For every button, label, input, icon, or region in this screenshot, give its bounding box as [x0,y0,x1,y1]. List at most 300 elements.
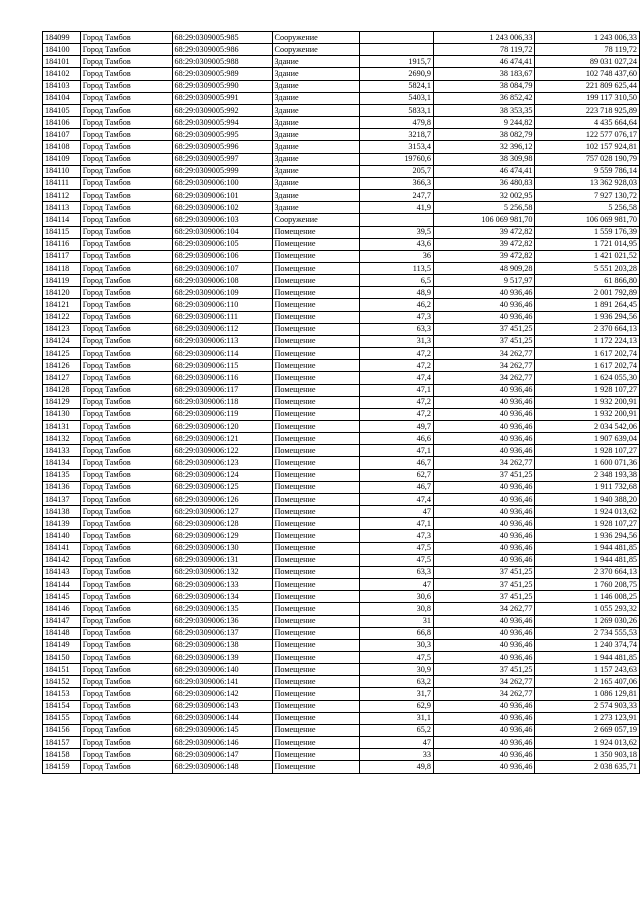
specific-value-cell: 40 936,46 [433,651,535,663]
cadastral-value-cell: 1 907 639,04 [535,433,640,445]
table-row [43,724,640,736]
municipality-cell: Город Тамбов [80,214,172,226]
specific-value-cell: 40 936,46 [433,615,535,627]
municipality-cell: Город Тамбов [80,651,172,663]
specific-value-cell: 40 936,46 [433,396,535,408]
object-type-cell: Помещение [272,737,360,749]
specific-value-cell: 34 262,77 [433,348,535,360]
row-number-cell: 184141 [43,542,81,554]
table-row [43,287,640,299]
table-row [43,506,640,518]
cadastral-number-cell: 68:29:0309006:143 [172,700,272,712]
object-type-cell: Здание [272,129,360,141]
table-row [43,153,640,165]
cadastral-value-cell: 1 944 481,85 [535,542,640,554]
municipality-cell: Город Тамбов [80,226,172,238]
municipality-cell: Город Тамбов [80,202,172,214]
cadastral-number-cell: 68:29:0309006:118 [172,396,272,408]
cadastral-number-cell: 68:29:0309006:138 [172,639,272,651]
cadastral-value-cell: 1 940 388,20 [535,493,640,505]
municipality-cell: Город Тамбов [80,408,172,420]
object-type-cell: Помещение [272,433,360,445]
specific-value-cell: 38 084,79 [433,80,535,92]
object-type-cell: Здание [272,141,360,153]
area-cell: 43,6 [360,238,434,250]
object-type-cell: Помещение [272,712,360,724]
municipality-cell: Город Тамбов [80,190,172,202]
municipality-cell: Город Тамбов [80,275,172,287]
area-cell: 66,8 [360,627,434,639]
object-type-cell: Сооружение [272,214,360,226]
object-type-cell: Помещение [272,627,360,639]
specific-value-cell: 39 472,82 [433,250,535,262]
cadastral-number-cell: 68:29:0309005:985 [172,32,272,44]
cadastral-value-cell: 1 172 224,13 [535,335,640,347]
table-row [43,445,640,457]
cadastral-number-cell: 68:29:0309006:103 [172,214,272,226]
municipality-cell: Город Тамбов [80,481,172,493]
table-row [43,104,640,116]
row-number-cell: 184152 [43,676,81,688]
specific-value-cell: 40 936,46 [433,554,535,566]
cadastral-value-cell: 1 932 200,91 [535,408,640,420]
area-cell: 366,3 [360,177,434,189]
row-number-cell: 184129 [43,396,81,408]
cadastral-value-cell: 78 119,72 [535,44,640,56]
object-type-cell: Помещение [272,506,360,518]
specific-value-cell: 5 256,58 [433,202,535,214]
area-cell [360,44,434,56]
row-number-cell: 184143 [43,566,81,578]
cadastral-number-cell: 68:29:0309006:128 [172,518,272,530]
municipality-cell: Город Тамбов [80,530,172,542]
row-number-cell: 184106 [43,117,81,129]
cadastral-number-cell: 68:29:0309006:127 [172,506,272,518]
cadastral-value-cell: 1 891 264,45 [535,299,640,311]
area-cell: 47 [360,506,434,518]
object-type-cell: Помещение [272,408,360,420]
cadastral-number-cell: 68:29:0309006:137 [172,627,272,639]
cadastral-number-cell: 68:29:0309006:126 [172,493,272,505]
municipality-cell: Город Тамбов [80,323,172,335]
row-number-cell: 184107 [43,129,81,141]
row-number-cell: 184153 [43,688,81,700]
area-cell: 49,8 [360,761,434,773]
object-type-cell: Помещение [272,761,360,773]
municipality-cell: Город Тамбов [80,506,172,518]
cadastral-value-cell: 1 936 294,56 [535,311,640,323]
area-cell: 47,1 [360,384,434,396]
specific-value-cell: 32 396,12 [433,141,535,153]
table-row [43,566,640,578]
cadastral-value-cell: 1 928 107,27 [535,518,640,530]
specific-value-cell: 34 262,77 [433,360,535,372]
area-cell: 47,2 [360,396,434,408]
area-cell: 30,9 [360,664,434,676]
table-row [43,712,640,724]
table-row [43,664,640,676]
object-type-cell: Помещение [272,579,360,591]
cadastral-number-cell: 68:29:0309005:994 [172,117,272,129]
object-type-cell: Помещение [272,664,360,676]
specific-value-cell: 40 936,46 [433,421,535,433]
area-cell: 65,2 [360,724,434,736]
municipality-cell: Город Тамбов [80,603,172,615]
table-body [43,32,640,774]
object-type-cell: Помещение [272,299,360,311]
area-cell: 205,7 [360,165,434,177]
cadastral-number-cell: 68:29:0309006:106 [172,250,272,262]
object-type-cell: Помещение [272,676,360,688]
area-cell: 247,7 [360,190,434,202]
row-number-cell: 184101 [43,56,81,68]
cadastral-number-cell: 68:29:0309005:991 [172,92,272,104]
municipality-cell: Город Тамбов [80,141,172,153]
area-cell: 63,3 [360,323,434,335]
cadastral-number-cell: 68:29:0309006:120 [172,421,272,433]
cadastral-number-cell: 68:29:0309006:144 [172,712,272,724]
table-row [43,44,640,56]
row-number-cell: 184146 [43,603,81,615]
municipality-cell: Город Тамбов [80,68,172,80]
object-type-cell: Помещение [272,688,360,700]
table-row [43,177,640,189]
cadastral-number-cell: 68:29:0309005:986 [172,44,272,56]
cadastral-number-cell: 68:29:0309006:104 [172,226,272,238]
area-cell: 39,5 [360,226,434,238]
cadastral-value-cell: 1 086 129,81 [535,688,640,700]
cadastral-number-cell: 68:29:0309006:102 [172,202,272,214]
area-cell: 46,2 [360,299,434,311]
specific-value-cell: 34 262,77 [433,688,535,700]
specific-value-cell: 40 936,46 [433,724,535,736]
area-cell: 19760,6 [360,153,434,165]
municipality-cell: Город Тамбов [80,129,172,141]
table-row [43,676,640,688]
table-row [43,68,640,80]
table-row [43,615,640,627]
specific-value-cell: 40 936,46 [433,481,535,493]
cadastral-number-cell: 68:29:0309006:133 [172,579,272,591]
row-number-cell: 184149 [43,639,81,651]
table-row [43,761,640,773]
area-cell: 36 [360,250,434,262]
cadastral-number-cell: 68:29:0309005:990 [172,80,272,92]
cadastral-value-cell: 1 617 202,74 [535,360,640,372]
row-number-cell: 184125 [43,348,81,360]
object-type-cell: Здание [272,80,360,92]
cadastral-value-cell: 2 370 664,13 [535,323,640,335]
area-cell: 30,8 [360,603,434,615]
cadastral-number-cell: 68:29:0309006:148 [172,761,272,773]
area-cell: 33 [360,749,434,761]
object-type-cell: Помещение [272,348,360,360]
row-number-cell: 184126 [43,360,81,372]
cadastral-number-cell: 68:29:0309006:125 [172,481,272,493]
municipality-cell: Город Тамбов [80,445,172,457]
specific-value-cell: 38 082,79 [433,129,535,141]
table-row [43,129,640,141]
row-number-cell: 184144 [43,579,81,591]
cadastral-value-cell: 1 936 294,56 [535,530,640,542]
table-row [43,542,640,554]
table-row [43,481,640,493]
object-type-cell: Сооружение [272,32,360,44]
object-type-cell: Помещение [272,481,360,493]
cadastral-value-cell: 1 269 030,26 [535,615,640,627]
cadastral-number-cell: 68:29:0309006:110 [172,299,272,311]
specific-value-cell: 1 243 006,33 [433,32,535,44]
municipality-cell: Город Тамбов [80,676,172,688]
cadastral-number-cell: 68:29:0309006:129 [172,530,272,542]
cadastral-value-cell: 1 350 903,18 [535,749,640,761]
object-type-cell: Здание [272,117,360,129]
table-row [43,141,640,153]
cadastral-number-cell: 68:29:0309006:111 [172,311,272,323]
cadastral-value-cell: 122 577 076,17 [535,129,640,141]
municipality-cell: Город Тамбов [80,542,172,554]
table-row [43,591,640,603]
object-type-cell: Помещение [272,639,360,651]
row-number-cell: 184147 [43,615,81,627]
row-number-cell: 184111 [43,177,81,189]
specific-value-cell: 34 262,77 [433,603,535,615]
row-number-cell: 184158 [43,749,81,761]
row-number-cell: 184138 [43,506,81,518]
table-row [43,469,640,481]
cadastral-number-cell: 68:29:0309006:134 [172,591,272,603]
row-number-cell: 184108 [43,141,81,153]
cadastral-value-cell: 2 370 664,13 [535,566,640,578]
cadastral-number-cell: 68:29:0309006:145 [172,724,272,736]
specific-value-cell: 37 451,25 [433,579,535,591]
municipality-cell: Город Тамбов [80,749,172,761]
row-number-cell: 184114 [43,214,81,226]
specific-value-cell: 40 936,46 [433,506,535,518]
area-cell: 113,5 [360,262,434,274]
municipality-cell: Город Тамбов [80,615,172,627]
row-number-cell: 184132 [43,433,81,445]
specific-value-cell: 106 069 981,70 [433,214,535,226]
table-row [43,384,640,396]
object-type-cell: Помещение [272,493,360,505]
row-number-cell: 184135 [43,469,81,481]
table-row [43,226,640,238]
municipality-cell: Город Тамбов [80,469,172,481]
specific-value-cell: 40 936,46 [433,287,535,299]
specific-value-cell: 34 262,77 [433,676,535,688]
specific-value-cell: 36 480,83 [433,177,535,189]
cadastral-number-cell: 68:29:0309006:135 [172,603,272,615]
object-type-cell: Здание [272,177,360,189]
cadastral-value-cell: 61 866,80 [535,275,640,287]
specific-value-cell: 34 262,77 [433,372,535,384]
cadastral-value-cell: 2 734 555,53 [535,627,640,639]
municipality-cell: Город Тамбов [80,433,172,445]
municipality-cell: Город Тамбов [80,591,172,603]
cadastral-value-cell: 1 273 123,91 [535,712,640,724]
municipality-cell: Город Тамбов [80,566,172,578]
area-cell: 47,2 [360,360,434,372]
cadastral-value-cell: 1 421 021,52 [535,250,640,262]
cadastral-value-cell: 1 721 014,95 [535,238,640,250]
specific-value-cell: 40 936,46 [433,639,535,651]
row-number-cell: 184100 [43,44,81,56]
cadastral-value-cell: 13 362 928,03 [535,177,640,189]
table-row [43,202,640,214]
cadastral-number-cell: 68:29:0309006:131 [172,554,272,566]
row-number-cell: 184159 [43,761,81,773]
cadastral-number-cell: 68:29:0309006:117 [172,384,272,396]
municipality-cell: Город Тамбов [80,32,172,44]
specific-value-cell: 9 244,82 [433,117,535,129]
cadastral-number-cell: 68:29:0309006:142 [172,688,272,700]
table-row [43,433,640,445]
row-number-cell: 184118 [43,262,81,274]
cadastral-number-cell: 68:29:0309006:114 [172,348,272,360]
cadastral-value-cell: 102 748 437,60 [535,68,640,80]
specific-value-cell: 40 936,46 [433,445,535,457]
table-row [43,457,640,469]
object-type-cell: Помещение [272,360,360,372]
specific-value-cell: 37 451,25 [433,323,535,335]
cadastral-number-cell: 68:29:0309006:124 [172,469,272,481]
cadastral-number-cell: 68:29:0309006:115 [172,360,272,372]
cadastral-value-cell: 5 551 203,28 [535,262,640,274]
object-type-cell: Помещение [272,518,360,530]
cadastral-number-cell: 68:29:0309005:995 [172,129,272,141]
object-type-cell: Помещение [272,445,360,457]
cadastral-number-cell: 68:29:0309006:136 [172,615,272,627]
cadastral-value-cell: 757 028 190,79 [535,153,640,165]
object-type-cell: Помещение [272,287,360,299]
object-type-cell: Помещение [272,530,360,542]
table-row [43,238,640,250]
municipality-cell: Город Тамбов [80,737,172,749]
cadastral-value-cell: 2 348 193,38 [535,469,640,481]
table-row [43,262,640,274]
municipality-cell: Город Тамбов [80,44,172,56]
specific-value-cell: 40 936,46 [433,749,535,761]
table-row [43,639,640,651]
cadastral-number-cell: 68:29:0309006:123 [172,457,272,469]
object-type-cell: Помещение [272,311,360,323]
object-type-cell: Помещение [272,275,360,287]
row-number-cell: 184105 [43,104,81,116]
row-number-cell: 184122 [43,311,81,323]
object-type-cell: Помещение [272,566,360,578]
area-cell [360,214,434,226]
table-row [43,554,640,566]
table-row [43,214,640,226]
municipality-cell: Город Тамбов [80,688,172,700]
cadastral-value-cell: 2 165 407,06 [535,676,640,688]
area-cell: 46,7 [360,457,434,469]
municipality-cell: Город Тамбов [80,579,172,591]
municipality-cell: Город Тамбов [80,518,172,530]
area-cell: 5824,1 [360,80,434,92]
cadastral-value-cell: 1 243 006,33 [535,32,640,44]
object-type-cell: Здание [272,202,360,214]
row-number-cell: 184123 [43,323,81,335]
object-type-cell: Помещение [272,603,360,615]
table-row [43,335,640,347]
object-type-cell: Помещение [272,700,360,712]
area-cell: 2690,9 [360,68,434,80]
row-number-cell: 184109 [43,153,81,165]
table-row [43,493,640,505]
cadastral-number-cell: 68:29:0309006:122 [172,445,272,457]
table-row [43,603,640,615]
area-cell: 63,3 [360,566,434,578]
specific-value-cell: 38 353,35 [433,104,535,116]
specific-value-cell: 37 451,25 [433,469,535,481]
specific-value-cell: 40 936,46 [433,384,535,396]
municipality-cell: Город Тамбов [80,761,172,773]
object-type-cell: Помещение [272,469,360,481]
area-cell: 30,6 [360,591,434,603]
cadastral-value-cell: 2 574 903,33 [535,700,640,712]
cadastral-value-cell: 1 559 176,39 [535,226,640,238]
specific-value-cell: 40 936,46 [433,518,535,530]
municipality-cell: Город Тамбов [80,92,172,104]
cadastral-number-cell: 68:29:0309006:141 [172,676,272,688]
area-cell: 31,7 [360,688,434,700]
table-row [43,250,640,262]
table-row [43,700,640,712]
municipality-cell: Город Тамбов [80,627,172,639]
specific-value-cell: 40 936,46 [433,761,535,773]
row-number-cell: 184137 [43,493,81,505]
object-type-cell: Помещение [272,238,360,250]
row-number-cell: 184124 [43,335,81,347]
object-type-cell: Помещение [272,457,360,469]
area-cell: 47,5 [360,651,434,663]
object-type-cell: Помещение [272,615,360,627]
row-number-cell: 184128 [43,384,81,396]
table-row [43,408,640,420]
municipality-cell: Город Тамбов [80,554,172,566]
municipality-cell: Город Тамбов [80,117,172,129]
area-cell: 41,9 [360,202,434,214]
area-cell: 47,1 [360,518,434,530]
cadastral-value-cell: 9 559 786,14 [535,165,640,177]
row-number-cell: 184115 [43,226,81,238]
object-type-cell: Помещение [272,384,360,396]
cadastral-number-cell: 68:29:0309006:101 [172,190,272,202]
cadastral-number-cell: 68:29:0309006:113 [172,335,272,347]
specific-value-cell: 40 936,46 [433,530,535,542]
specific-value-cell: 40 936,46 [433,408,535,420]
specific-value-cell: 78 119,72 [433,44,535,56]
specific-value-cell: 9 517,97 [433,275,535,287]
cadastral-value-cell: 2 669 057,19 [535,724,640,736]
municipality-cell: Город Тамбов [80,287,172,299]
table-row [43,372,640,384]
cadastral-value-cell: 1 924 013,62 [535,737,640,749]
row-number-cell: 184117 [43,250,81,262]
table-row [43,518,640,530]
cadastral-number-cell: 68:29:0309006:105 [172,238,272,250]
cadastral-number-cell: 68:29:0309006:147 [172,749,272,761]
specific-value-cell: 37 451,25 [433,591,535,603]
table-row [43,165,640,177]
object-type-cell: Помещение [272,542,360,554]
area-cell: 47,3 [360,311,434,323]
row-number-cell: 184154 [43,700,81,712]
municipality-cell: Город Тамбов [80,457,172,469]
municipality-cell: Город Тамбов [80,104,172,116]
